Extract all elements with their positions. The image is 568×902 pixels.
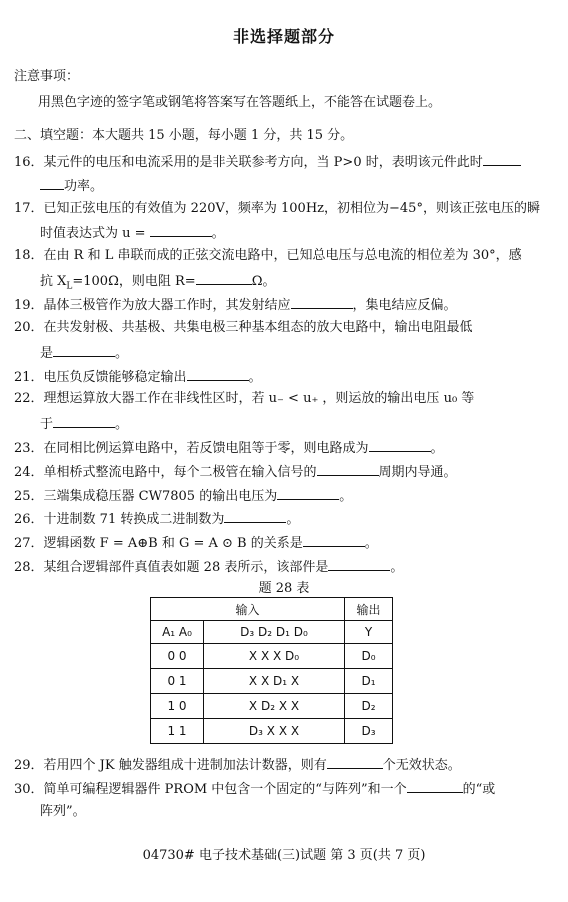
table-header-row xyxy=(151,598,393,621)
question-26: 26．十进制数 71 转换成二进制数为 。 xyxy=(14,509,299,529)
question-17: 17．已知正弦电压的有效值为 220V，频率为 100Hz，初相位为−45°，则该正弦电压的瞬 xyxy=(14,201,540,216)
col-a: A₁ A₀ xyxy=(151,621,204,644)
question-30-cont: 阵列”。 xyxy=(40,804,86,819)
question-18: 18．在由 R 和 L 串联而成的正弦交流电路中，已知总电压与总电流的相位差为 30°，感 xyxy=(14,248,522,263)
answer-blank xyxy=(483,152,521,166)
answer-blank xyxy=(328,557,390,571)
question-25: 25．三端集成稳压器 CW7805 的输出电压为 。 xyxy=(14,486,352,506)
answer-blank xyxy=(40,176,64,190)
table-row: 0 0 X X X D₀ D₀ xyxy=(151,644,393,669)
answer-blank xyxy=(53,414,115,428)
header-output: 输出 xyxy=(345,598,393,621)
answer-blank xyxy=(196,271,252,285)
question-20-cont: 是 。 xyxy=(40,343,128,363)
table-row: 1 1 D₃ X X X D₃ xyxy=(151,719,393,744)
question-28: 28．某组合逻辑部件真值表如题 28 表所示，该部件是 。 xyxy=(14,557,403,577)
question-18-cont: 抗 $X_L=100\Omega$，则电阻 R= Ω。 xyxy=(40,271,275,296)
question-22: 22．理想运算放大器工作在非线性区时，若 u₋ < u₊ ，则运放的输出电压 u₀ 等 xyxy=(14,391,475,406)
answer-blank xyxy=(224,509,286,523)
question-24: 24．单相桥式整流电路中，每个二极管在输入信号的 周期内导通。 xyxy=(14,462,457,482)
page-footer: 04730# 电子技术基础(三)试题 第 3 页(共 7 页) xyxy=(142,848,426,863)
question-16-cont: 功率。 xyxy=(40,176,103,196)
question-23: 23．在同相比例运算电路中，若反馈电阻等于零，则电路成为 。 xyxy=(14,438,444,458)
answer-blank xyxy=(327,755,383,769)
answer-blank xyxy=(407,779,463,793)
question-16: 16．某元件的电压和电流采用的是非关联参考方向，当 P>0 时，表明该元件此时 xyxy=(14,152,521,172)
col-y: Y xyxy=(345,621,393,644)
question-29: 29．若用四个 JK 触发器组成十进制加法计数器，则有 个无效状态。 xyxy=(14,755,461,775)
answer-blank xyxy=(187,367,249,381)
truth-table xyxy=(150,597,393,744)
answer-blank xyxy=(53,343,115,357)
table-row: 1 0 X D₂ X X D₂ xyxy=(151,694,393,719)
notice-body: 用黑色字迹的签字笔或钢笔将答案写在答题纸上，不能答在试题卷上。 xyxy=(38,95,442,110)
question-27: 27．逻辑函数 F = A⊕B 和 G = A ⊙ B 的关系是 。 xyxy=(14,533,378,553)
page-title: 非选择题部分 xyxy=(232,27,335,46)
answer-blank xyxy=(303,533,365,547)
question-22-cont: 于 。 xyxy=(40,414,128,434)
notice-heading: 注意事项： xyxy=(14,69,80,84)
question-21: 21．电压负反馈能够稳定输出 。 xyxy=(14,367,262,387)
table-subheader-row xyxy=(151,621,393,644)
question-19: 19．晶体三极管作为放大器工作时，其发射结应 ，集电结应反偏。 xyxy=(14,295,457,315)
answer-blank xyxy=(369,438,431,452)
question-20: 20．在共发射极、共基极、共集电极三种基本组态的放大电路中，输出电阻最低 xyxy=(14,320,473,335)
col-d: D₃ D₂ D₁ D₀ xyxy=(204,621,345,644)
answer-blank xyxy=(291,295,353,309)
section-heading: 二、填空题：本大题共 15 小题，每小题 1 分，共 15 分。 xyxy=(14,128,354,143)
answer-blank xyxy=(277,486,339,500)
answer-blank xyxy=(317,462,379,476)
answer-blank xyxy=(150,223,212,237)
header-input: 输入 xyxy=(151,598,345,621)
question-17-cont: 时值表达式为 u = 。 xyxy=(40,223,225,243)
question-30: 30．简单可编程逻辑器件 PROM 中包含一个固定的“与阵列”和一个 的“或 xyxy=(14,779,495,799)
table-title: 题 28 表 xyxy=(258,581,310,596)
table-row: 0 1 X X D₁ X D₁ xyxy=(151,669,393,694)
